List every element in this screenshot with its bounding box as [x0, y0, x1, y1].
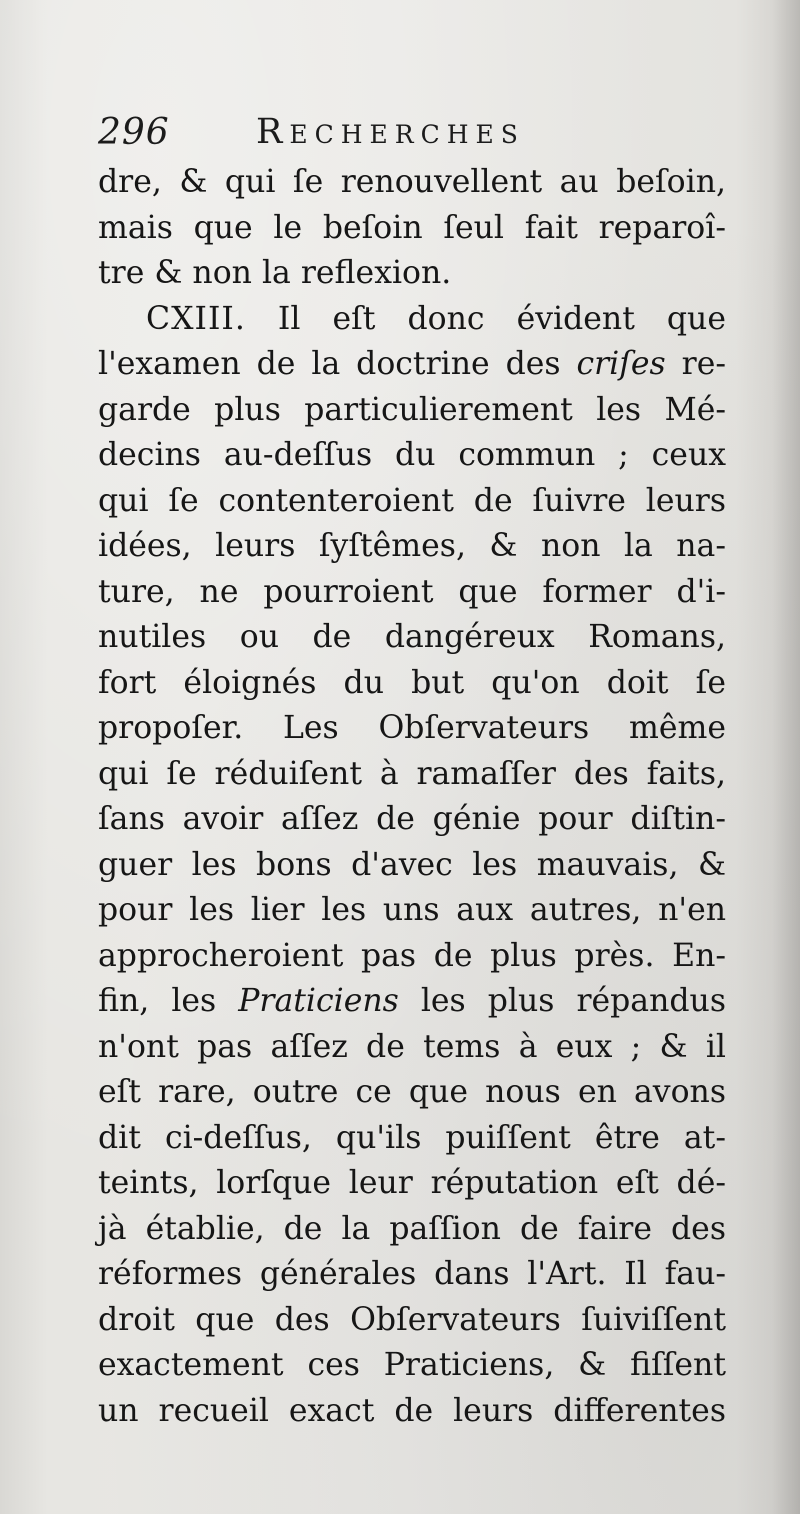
text-fragment: Il eſt donc évident que [245, 300, 726, 337]
text-line: qui ſe contenteroient de ſuivre leurs [98, 482, 726, 519]
text-line: guer les bons d'avec les mauvais, & [98, 846, 726, 883]
text-fragment: fin, les [98, 983, 239, 1019]
page-edge-shadow [772, 0, 800, 1514]
text-line: qui ſe réduiſent à ramaſſer des faits, [98, 755, 726, 792]
italic-term: criſes [576, 346, 666, 382]
text-line: jà établie, de la paſſion de faire des [98, 1210, 726, 1247]
text-fragment: re- [665, 346, 727, 382]
section-number: CXIII. [146, 300, 246, 337]
text-line: tre & non la reflexion. [98, 255, 452, 291]
text-line: ture, ne pourroient que former d'i- [98, 573, 726, 610]
text-line: garde plus particulierement les Mé- [98, 391, 726, 428]
text-line: decins au-deſſus du commun ; ceux [98, 437, 726, 473]
section-first-line [98, 297, 726, 343]
text-line: dre, & qui ſe renouvellent au beſoin, [98, 164, 726, 200]
text-line: exactement ces Praticiens, & fiſſent [98, 1347, 726, 1383]
text-line: dit ci-deſſus, qu'ils puiſſent être at- [98, 1119, 726, 1156]
text-line: droit que des Obſervateurs ſuiviſſent [98, 1301, 726, 1338]
text-line: nutiles ou de dangéreux Romans, [98, 619, 726, 655]
page-header [98, 108, 738, 156]
text-line: approcheroient pas de plus près. En- [98, 937, 726, 974]
text-line: fort éloignés du but qu'on doit ſe [98, 664, 726, 701]
body-text [98, 160, 726, 1434]
text-line: pour les lier les uns aux autres, n'en [98, 892, 726, 928]
text-line: réformes générales dans l'Art. Il fau- [98, 1256, 726, 1292]
running-head: Recherches [256, 112, 525, 152]
text-line: mais que le beſoin ſeul fait reparoî- [98, 209, 726, 246]
italic-term: Praticiens [238, 983, 399, 1019]
text-line: n'ont pas aſſez de tems à eux ; & il [98, 1028, 726, 1065]
text-fragment: l'examen de la doctrine des [98, 346, 577, 382]
page-number: 296 [98, 112, 170, 153]
text-line: un recueil exact de leurs differentes [98, 1392, 726, 1429]
text-fragment: les plus répandus [398, 983, 726, 1019]
text-line: idées, leurs ſyſtêmes, & non la na- [98, 528, 726, 564]
text-line [98, 342, 726, 388]
text-line [98, 979, 726, 1025]
text-line: propoſer. Les Obſervateurs même [98, 710, 726, 746]
text-line: ſans avoir aſſez de génie pour diſtin- [98, 801, 726, 837]
text-line: eſt rare, outre ce que nous en avons [98, 1074, 726, 1110]
text-line: teints, lorſque leur réputation eſt dé- [98, 1165, 726, 1201]
